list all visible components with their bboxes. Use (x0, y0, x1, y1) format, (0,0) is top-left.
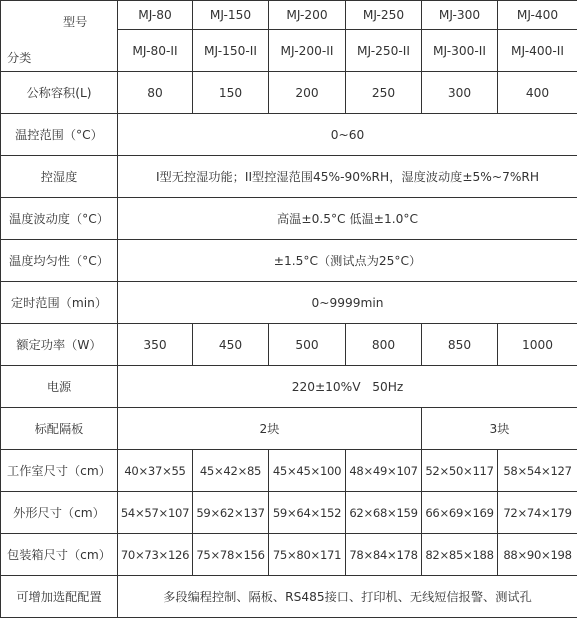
options-row (1, 576, 577, 618)
power-supply-row (1, 366, 577, 408)
temp-range-value: 0~60 (118, 114, 577, 156)
package-size-row (1, 534, 577, 576)
capacity-cell: 250 (346, 72, 422, 114)
power-label: 额定功率（W） (1, 324, 118, 366)
model-cell: MJ-250 (346, 1, 422, 30)
package-size-cell: 88×90×198 (498, 534, 577, 576)
model-cell: MJ-300 (422, 1, 498, 30)
model-ii-cell: MJ-80-II (118, 30, 193, 72)
temp-uniformity-label: 温度均匀性（°C） (1, 240, 118, 282)
package-size-cell: 70×73×126 (118, 534, 193, 576)
options-label: 可增加选配配置 (1, 576, 118, 618)
capacity-cell: 80 (118, 72, 193, 114)
temp-fluctuation-label: 温度波动度（°C） (1, 198, 118, 240)
class-label: 分类 (7, 51, 32, 65)
model-label: 型号 (63, 15, 88, 29)
temp-fluctuation-value: 高温±0.5°C 低温±1.0°C (118, 198, 577, 240)
power-supply-value: 220±10%V 50Hz (118, 366, 577, 408)
package-size-label: 包装箱尺寸（cm） (1, 534, 118, 576)
chamber-size-label: 工作室尺寸（cm） (1, 450, 118, 492)
chamber-size-cell: 45×42×85 (193, 450, 269, 492)
package-size-cell: 75×78×156 (193, 534, 269, 576)
outer-size-cell: 59×64×152 (269, 492, 346, 534)
package-size-cell: 78×84×178 (346, 534, 422, 576)
temp-fluctuation-row (1, 198, 577, 240)
humidity-value: I型无控湿功能；II型控湿范围45%-90%RH，湿度波动度±5%~7%RH (118, 156, 577, 198)
temp-uniformity-row (1, 240, 577, 282)
shelves-value-large: 3块 (422, 408, 577, 450)
outer-size-label: 外形尺寸（cm） (1, 492, 118, 534)
shelves-label: 标配隔板 (1, 408, 118, 450)
model-ii-cell: MJ-200-II (269, 30, 346, 72)
capacity-cell: 400 (498, 72, 577, 114)
chamber-size-cell: 58×54×127 (498, 450, 577, 492)
capacity-cell: 150 (193, 72, 269, 114)
outer-size-cell: 66×69×169 (422, 492, 498, 534)
model-ii-cell: MJ-400-II (498, 30, 577, 72)
capacity-label: 公称容积(L) (1, 72, 118, 114)
chamber-size-cell: 52×50×117 (422, 450, 498, 492)
power-cell: 800 (346, 324, 422, 366)
power-cell: 500 (269, 324, 346, 366)
chamber-size-cell: 48×49×107 (346, 450, 422, 492)
power-cell: 850 (422, 324, 498, 366)
model-ii-cell: MJ-300-II (422, 30, 498, 72)
temp-range-label: 温控范围（°C） (1, 114, 118, 156)
humidity-row (1, 156, 577, 198)
shelves-row (1, 408, 577, 450)
chamber-size-cell: 40×37×55 (118, 450, 193, 492)
model-ii-cell: MJ-150-II (193, 30, 269, 72)
timer-row (1, 282, 577, 324)
model-cell: MJ-400 (498, 1, 577, 30)
capacity-row (1, 72, 577, 114)
temp-uniformity-value: ±1.5°C（测试点为25°C） (118, 240, 577, 282)
outer-size-row (1, 492, 577, 534)
power-row (1, 324, 577, 366)
timer-label: 定时范围（min） (1, 282, 118, 324)
package-size-cell: 82×85×188 (422, 534, 498, 576)
model-cell: MJ-80 (118, 1, 193, 30)
package-size-cell: 75×80×171 (269, 534, 346, 576)
shelves-value-small: 2块 (118, 408, 422, 450)
model-ii-cell: MJ-250-II (346, 30, 422, 72)
chamber-size-cell: 45×45×100 (269, 450, 346, 492)
model-cell: MJ-150 (193, 1, 269, 30)
capacity-cell: 300 (422, 72, 498, 114)
outer-size-cell: 54×57×107 (118, 492, 193, 534)
options-value: 多段编程控制、隔板、RS485接口、打印机、无线短信报警、测试孔 (118, 576, 577, 618)
outer-size-cell: 72×74×179 (498, 492, 577, 534)
outer-size-cell: 62×68×159 (346, 492, 422, 534)
capacity-cell: 200 (269, 72, 346, 114)
model-class-header (1, 1, 118, 72)
timer-value: 0~9999min (118, 282, 577, 324)
temp-range-row (1, 114, 577, 156)
chamber-size-row (1, 450, 577, 492)
power-cell: 450 (193, 324, 269, 366)
model-cell: MJ-200 (269, 1, 346, 30)
power-cell: 350 (118, 324, 193, 366)
humidity-label: 控湿度 (1, 156, 118, 198)
power-cell: 1000 (498, 324, 577, 366)
outer-size-cell: 59×62×137 (193, 492, 269, 534)
power-supply-label: 电源 (1, 366, 118, 408)
model-row (1, 1, 577, 30)
